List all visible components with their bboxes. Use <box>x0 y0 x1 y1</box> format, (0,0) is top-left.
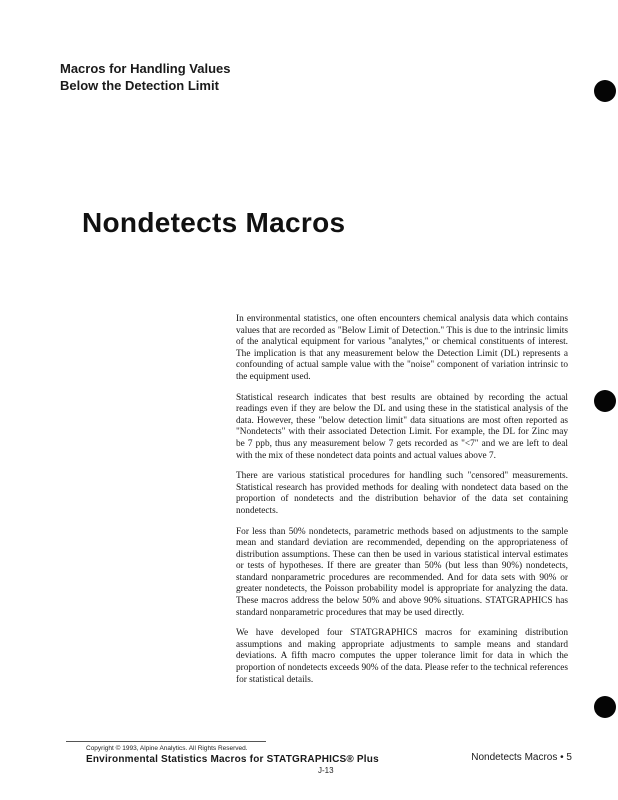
binder-hole-icon <box>594 696 616 718</box>
section-title: Macros for Handling Values Below the Detection Limit <box>60 61 231 93</box>
paragraph: We have developed four STATGRAPHICS macros for examining distribution assumptions and making appropriate adjustments to sample means and standard deviations. A fifth macro computes the upper tolerance limit for data in which the proportion of nondetects exceeds 90% of the data. Please refer to the technical references for statistical details. <box>236 628 568 685</box>
binder-hole-icon <box>594 80 616 102</box>
body-text <box>236 314 568 695</box>
paragraph: Statistical research indicates that best results are obtained by recording the actual readings even if they are below the DL and using these in the statistical analysis of the data. However, these "below detection limit" data situations are most often reported as "Nondetects" with their associated Detection Limit. For example, the DL for Zinc may be 7 ppb, thus any measurement below 7 gets recorded as "<7" and we are left to deal with the mix of these nondetect data points and actual values above 7. <box>236 392 568 461</box>
paragraph: There are various statistical procedures for handling such "censored" measurements. Statistical research has provided methods for dealing with nondetect data based on the proportion of nondetects and the distribution behavior of the data set containing nondetects. <box>236 471 568 516</box>
footer-book-title: Environmental Statistics Macros for STATGRAPHICS® Plus <box>86 754 379 765</box>
page-title: Nondetects Macros <box>82 207 346 238</box>
page-code: J-13 <box>318 766 334 775</box>
binder-hole-icon <box>594 390 616 412</box>
paragraph: For less than 50% nondetects, parametric methods based on adjustments to the sample mean and standard deviation are recommended, depending on the appropriateness of distribution assumptions. These can then be used in various statistical interval estimates or tests of hypotheses. If there are greater than 50% (but less than 90%) nondetects, standard nonparametric procedures are recommended. And for data sets with 90% or greater nondetects, the Poisson probability model is appropriate for analyzing the data. These macros address the below 50% and above 90% situations. STATGRAPHICS has standard nonparametric procedures that may be used directly. <box>236 526 568 618</box>
footer-page-label: Nondetects Macros • 5 <box>471 752 572 763</box>
copyright-notice: Copyright © 1993, Alpine Analytics. All Rights Reserved. <box>86 745 248 752</box>
paragraph: In environmental statistics, one often encounters chemical analysis data which contains values that are recorded as "Below Limit of Detection." This is due to the intrinsic limits of the analytical equipment for various "analytes," or chemical constituents of interest. The implication is that any measurement below the Detection Limit (DL) represents a confounding of actual sample value with the "noise" component of variation intrinsic to the equipment used. <box>236 314 568 382</box>
footer-rule <box>66 741 266 742</box>
